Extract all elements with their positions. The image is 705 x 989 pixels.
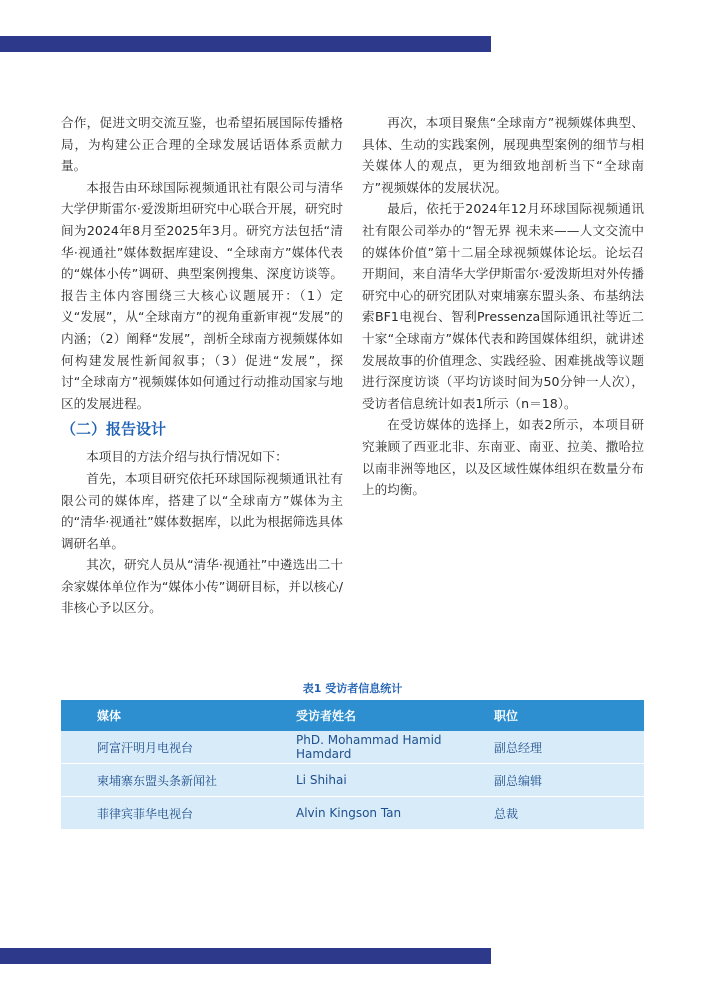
table-row bbox=[61, 764, 644, 797]
cell-name: Li Shihai bbox=[296, 764, 494, 797]
column-header-name: 受访者姓名 bbox=[296, 700, 494, 731]
cell-position: 副总经理 bbox=[494, 731, 644, 764]
band-navy-segment bbox=[0, 36, 491, 52]
paragraph: 本项目的方法介绍与执行情况如下： bbox=[86, 449, 288, 465]
paragraph: 在受访媒体的选择上，如表2所示，本项目研究兼顾了西亚北非、东南亚、南亚、拉美、撒哈拉以南非洲等地区，以及区域性媒体组织在数量分布上的均衡。 bbox=[362, 417, 644, 498]
table-row bbox=[61, 731, 644, 764]
paragraph: 其次，研究人员从“清华·视通社”中遴选出二十余家媒体单位作为“媒体小传”调研目标，并以核心/非核心予以区分。 bbox=[61, 557, 343, 616]
right-text-column bbox=[362, 112, 644, 501]
cell-name: PhD. Mohammad Hamid Hamdard bbox=[296, 731, 494, 764]
table-row bbox=[61, 797, 644, 830]
cell-media: 菲律宾菲华电视台 bbox=[61, 797, 296, 830]
cell-media: 柬埔寨东盟头条新闻社 bbox=[61, 764, 296, 797]
table-header-row bbox=[61, 700, 644, 731]
paragraph: 再次，本项目聚焦“全球南方”视频媒体典型、具体、生动的实践案例，展现典型案例的细节与相关媒体人的观点，更为细致地剖析当下“全球南方”视频媒体的发展状况。 bbox=[362, 115, 644, 195]
table-caption: 表1 受访者信息统计 bbox=[302, 682, 403, 695]
interviewee-table bbox=[61, 700, 644, 830]
paragraph: 本报告由环球国际视频通讯社有限公司与清华大学伊斯雷尔·爱泼斯坦研究中心联合开展，研究时间为2024年8月至2025年3月。研究方法包括“清华·视通社”媒体数据库建设、“全球南方”媒体代表的“媒体小传”调研、典型案例搜集、深度访谈等。报告主体内容围绕三大核心议题展开：（1）定义“发展”，从“全球南方”的视角重新审视“发展”的内涵；（2）阐释“发展”，剖析全球南方视频媒体如何构建发展性新闻叙事；（3）促进“发展”，探讨“全球南方”视频媒体如何通过行动推动国家与地区的发展进程。 bbox=[61, 179, 343, 411]
paragraph: 首先，本项目研究依托环球国际视频通讯社有限公司的媒体库，搭建了以“全球南方”媒体为主的“清华·视通社”媒体数据库，以此为根据筛选具体调研名单。 bbox=[61, 470, 343, 551]
column-header-position: 职位 bbox=[494, 700, 644, 731]
paragraph: 最后，依托于2024年12月环球国际视频通讯社有限公司举办的“智无界 视未来——人文交流中的媒体价值”第十二届全球视频媒体论坛。论坛召开期间，来自清华大学伊斯雷尔·爱泼斯坦对外传播研究中心的研究团队对柬埔寨东盟头条、布基纳法索BF1电视台、智利Pressenza国际通讯社等近二十家“全球南方”媒体代表和跨国媒体组织，就讲述发展故事的价值理念、实践经验、困难挑战等议题进行深度访谈（平均访谈时间为50分钟一人次），受访者信息统计如表1所示（n＝18）。 bbox=[362, 201, 644, 411]
band-navy-segment bbox=[0, 948, 491, 964]
cell-position: 总裁 bbox=[494, 797, 644, 830]
cell-position: 副总编辑 bbox=[494, 764, 644, 797]
column-header-media: 媒体 bbox=[61, 700, 296, 731]
cell-name: Alvin Kingson Tan bbox=[296, 797, 494, 830]
cell-media: 阿富汗明月电视台 bbox=[61, 731, 296, 764]
left-text-column bbox=[61, 112, 343, 619]
section-heading: （二）报告设计 bbox=[61, 420, 167, 439]
paragraph: 合作，促进文明交流互鉴，也希望拓展国际传播格局，为构建公正合理的全球发展话语体系贡献力量。 bbox=[61, 115, 343, 174]
